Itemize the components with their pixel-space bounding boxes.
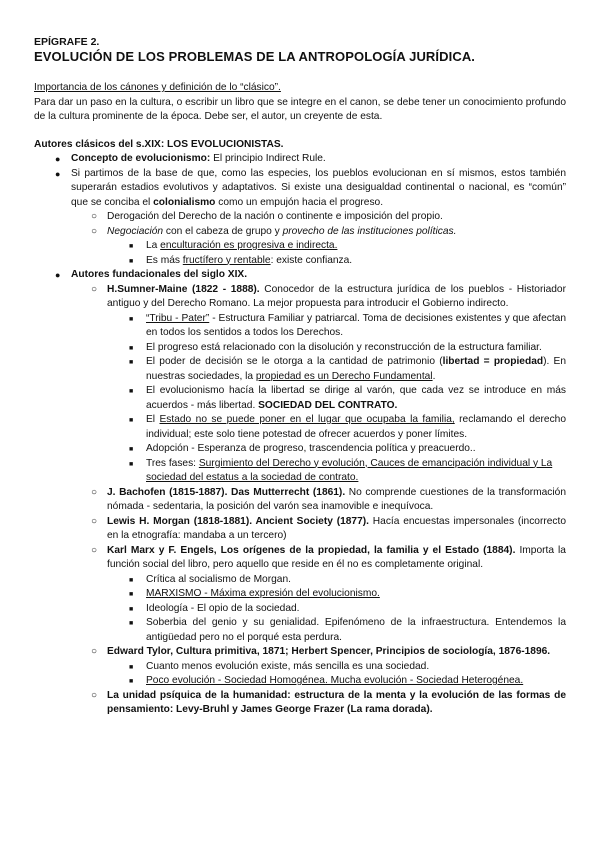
section-heading: Autores clásicos del s.XIX: LOS EVOLUCIONISTAS. — [34, 138, 284, 150]
marx-b4-text: Soberbia del genio y su genialidad. Epifenómeno de la infraestructura. Entendemos la antigüedad pero no el porqué esta perdura. — [146, 617, 566, 643]
tylor-b2-text: Poco evolución - Sociedad Homogénea. Mucha evolución - Sociedad Heterogénea. — [146, 675, 524, 686]
page-title: EVOLUCIÓN DE LOS PROBLEMAS DE LA ANTROPOLOGÍA JURÍDICA. — [34, 49, 476, 64]
list-item — [34, 167, 566, 211]
libertad-propiedad-term: libertad = propiedad — [442, 356, 544, 367]
derogacion-text: Derogación del Derecho de la nación o continente e imposición del propio. — [107, 211, 443, 222]
list-item — [34, 355, 566, 384]
bullet-icon: ● — [55, 168, 61, 179]
marx-text: Importa la función social del libro, pero aquello que reside en él no es completamente original. — [107, 544, 566, 570]
square-bullet-icon: ■ — [129, 678, 134, 685]
hollow-bullet-icon: ○ — [91, 544, 98, 556]
provecho-term: provecho de las instituciones políticas. — [282, 225, 457, 237]
list-item — [34, 573, 566, 588]
square-bullet-icon: ■ — [129, 257, 134, 265]
base-text: Si partimos de la base de que, como las especies, los pueblos evolucionan en sí mismos, estos también superarán estadios evolutivos y adaptativos. Si existe una desigualdad continental o nacional, es “común” que se conciba el — [71, 167, 566, 208]
maine-b3-text: El poder de decisión se le otorga a la cantidad de patrimonio ( — [146, 356, 443, 367]
list-item — [34, 210, 566, 225]
maine-b1-text: - Estructura Familiar y patriarcal. Toma de decisiones existentes y que afectan en todos los sentidos a todos los Derechos. — [146, 312, 566, 338]
square-bullet-icon: ■ — [129, 663, 134, 671]
list-item — [34, 602, 566, 617]
square-bullet-icon: ■ — [129, 315, 134, 323]
maine-name: H.Sumner-Maine (1822 - 1888). — [107, 283, 260, 295]
square-bullet-icon: ■ — [129, 359, 134, 366]
marx-b2-text: MARXISMO - Máxima expresión del evolucionismo. — [146, 588, 380, 599]
propiedad-derecho-term: propiedad es un Derecho Fundamental — [255, 370, 433, 382]
list-item — [34, 225, 566, 240]
document-page — [34, 36, 566, 718]
list-item — [34, 486, 566, 515]
sociedad-contrato-term: SOCIEDAD DEL CONTRATO. — [258, 399, 398, 411]
list-item — [34, 413, 566, 442]
fundacionales-heading: Autores fundacionales del siglo XIX. — [71, 269, 248, 280]
bullet-icon: ● — [55, 270, 61, 280]
colonialismo-term: colonialismo — [153, 196, 216, 208]
concepto-text: El principio Indirect Rule. — [210, 153, 326, 164]
tylor-name: Edward Tylor, Cultura primitiva, 1871; Herbert Spencer, Principios de sociología, 1876-1896. — [107, 646, 551, 657]
bachofen-text: No comprende cuestiones de la transformación nómada - sedentaria, la posición del varón sea inamovible e inequívoca. — [107, 486, 566, 512]
maine-b3-end: . — [432, 370, 436, 382]
hollow-bullet-icon: ○ — [91, 646, 98, 657]
list-item — [34, 515, 566, 544]
square-bullet-icon: ■ — [129, 591, 134, 598]
square-bullet-icon: ■ — [129, 620, 134, 627]
list-item — [34, 616, 566, 645]
maine-b3-text-2: ). En nuestras sociedades, la — [146, 356, 567, 382]
morgan-name: Lewis H. Morgan (1818-1881). Ancient Society (1877). — [107, 515, 369, 527]
marx-b1-text: Crítica al socialismo de Morgan. — [146, 573, 291, 585]
hollow-bullet-icon: ○ — [91, 515, 98, 527]
list-item — [34, 239, 566, 254]
maine-text: Conocedor de la estructura jurídica de los pueblos - Historiador antiguo y del Derecho Romano. La mejor propuesta para introducir el Gobierno indirecto. — [107, 283, 566, 309]
hollow-bullet-icon: ○ — [91, 225, 98, 237]
negociacion-term: Negociación — [107, 225, 164, 237]
la-text: La — [146, 240, 161, 251]
list-item — [34, 457, 566, 486]
negociacion-text: con el cabeza de grupo y — [163, 225, 283, 237]
tres-fases-term: Surgimiento del Derecho y evolución, Cauces de emancipación individual y La sociedad del estatus a la sociedad de contrato. — [146, 457, 553, 483]
square-bullet-icon: ■ — [129, 576, 134, 584]
list-item — [34, 384, 566, 413]
marx-name: Karl Marx y F. Engels, Los orígenes de la propiedad, la familia y el Estado (1884). — [107, 544, 516, 556]
square-bullet-icon: ■ — [129, 460, 134, 468]
confianza-text: : existe confianza. — [270, 254, 353, 266]
square-bullet-icon: ■ — [129, 344, 134, 352]
marx-b3-text: Ideología - El opio de la sociedad. — [146, 602, 300, 614]
list-item — [34, 283, 566, 312]
hollow-bullet-icon: ○ — [91, 486, 98, 498]
list-item — [34, 544, 566, 573]
concepto-label: Concepto de evolucionismo: — [71, 153, 211, 164]
hollow-bullet-icon: ○ — [91, 211, 98, 222]
list-item — [34, 587, 566, 602]
base-text-end: como un empujón hacia el progreso. — [215, 196, 384, 208]
list-item — [34, 268, 566, 283]
maine-b2-text: El progreso está relacionado con la disolución y reconstrucción de la estructura familiar. — [146, 341, 542, 353]
list-item — [34, 442, 566, 457]
intro-paragraph: Para dar un paso en la cultura, o escribir un libro que se integre en el canon, se debe tener un conocimiento profundo de la cultura prominente de la época. Debe ser, el autor, un creyente de esta. — [34, 96, 566, 122]
intro-subtitle: Importancia de los cánones y definición de lo “clásico”. — [34, 82, 281, 93]
morgan-text: Hacía encuestas impersonales (incorrecto en la etnografía: mandaba a un tercero) — [107, 515, 566, 541]
estado-familia-term: Estado no se puede poner en el lugar que ocupaba la familia, — [159, 414, 455, 425]
list-item — [34, 674, 566, 689]
square-bullet-icon: ■ — [129, 417, 134, 424]
epigrafe-label: EPÍGRAFE 2. — [34, 36, 100, 48]
list-item — [34, 341, 566, 356]
square-bullet-icon: ■ — [129, 605, 134, 613]
list-item — [34, 152, 566, 167]
maine-b5-text-2: reclamando el derecho individual; este solo tiene potestad de ofrecer acuerdos y poner límites. — [146, 414, 567, 440]
list-item — [34, 689, 566, 718]
enculturacion-text: enculturación es progresiva e indirecta. — [160, 240, 338, 251]
bachofen-name: J. Bachofen (1815-1887). Das Mutterrecht (1861). — [107, 486, 346, 498]
maine-b5-text: El — [146, 414, 160, 425]
list-item — [34, 254, 566, 269]
hollow-bullet-icon: ○ — [91, 283, 98, 295]
fructifero-text: fructífero y rentable — [182, 254, 271, 266]
tribu-pater-term: “Tribu - Pater” — [146, 312, 210, 324]
maine-b7-text: Tres fases: — [146, 457, 199, 469]
bullet-icon: ● — [55, 154, 61, 164]
es-mas-text: Es más — [146, 254, 183, 266]
square-bullet-icon: ■ — [129, 446, 134, 453]
list-item — [34, 660, 566, 675]
list-item — [34, 645, 566, 660]
unidad-psiquica-text: La unidad psíquica de la humanidad: estructura de la menta y la evolución de las formas de pensamiento: Levy-Bruhl y James George Frazer (La rama dorada). — [107, 689, 566, 715]
maine-b6-text: Adopción - Esperanza de progreso, trascendencia política y preacuerdo.. — [146, 443, 476, 454]
tylor-b1-text: Cuanto menos evolución existe, más sencilla es una sociedad. — [146, 660, 430, 672]
list-item — [34, 312, 566, 341]
square-bullet-icon: ■ — [129, 388, 134, 395]
square-bullet-icon: ■ — [129, 243, 134, 250]
hollow-bullet-icon: ○ — [91, 689, 98, 701]
maine-b4-text: El evolucionismo hacía la libertad se dirige al varón, que cada vez se introduce en más acuerdos - más libertad. — [146, 385, 566, 411]
